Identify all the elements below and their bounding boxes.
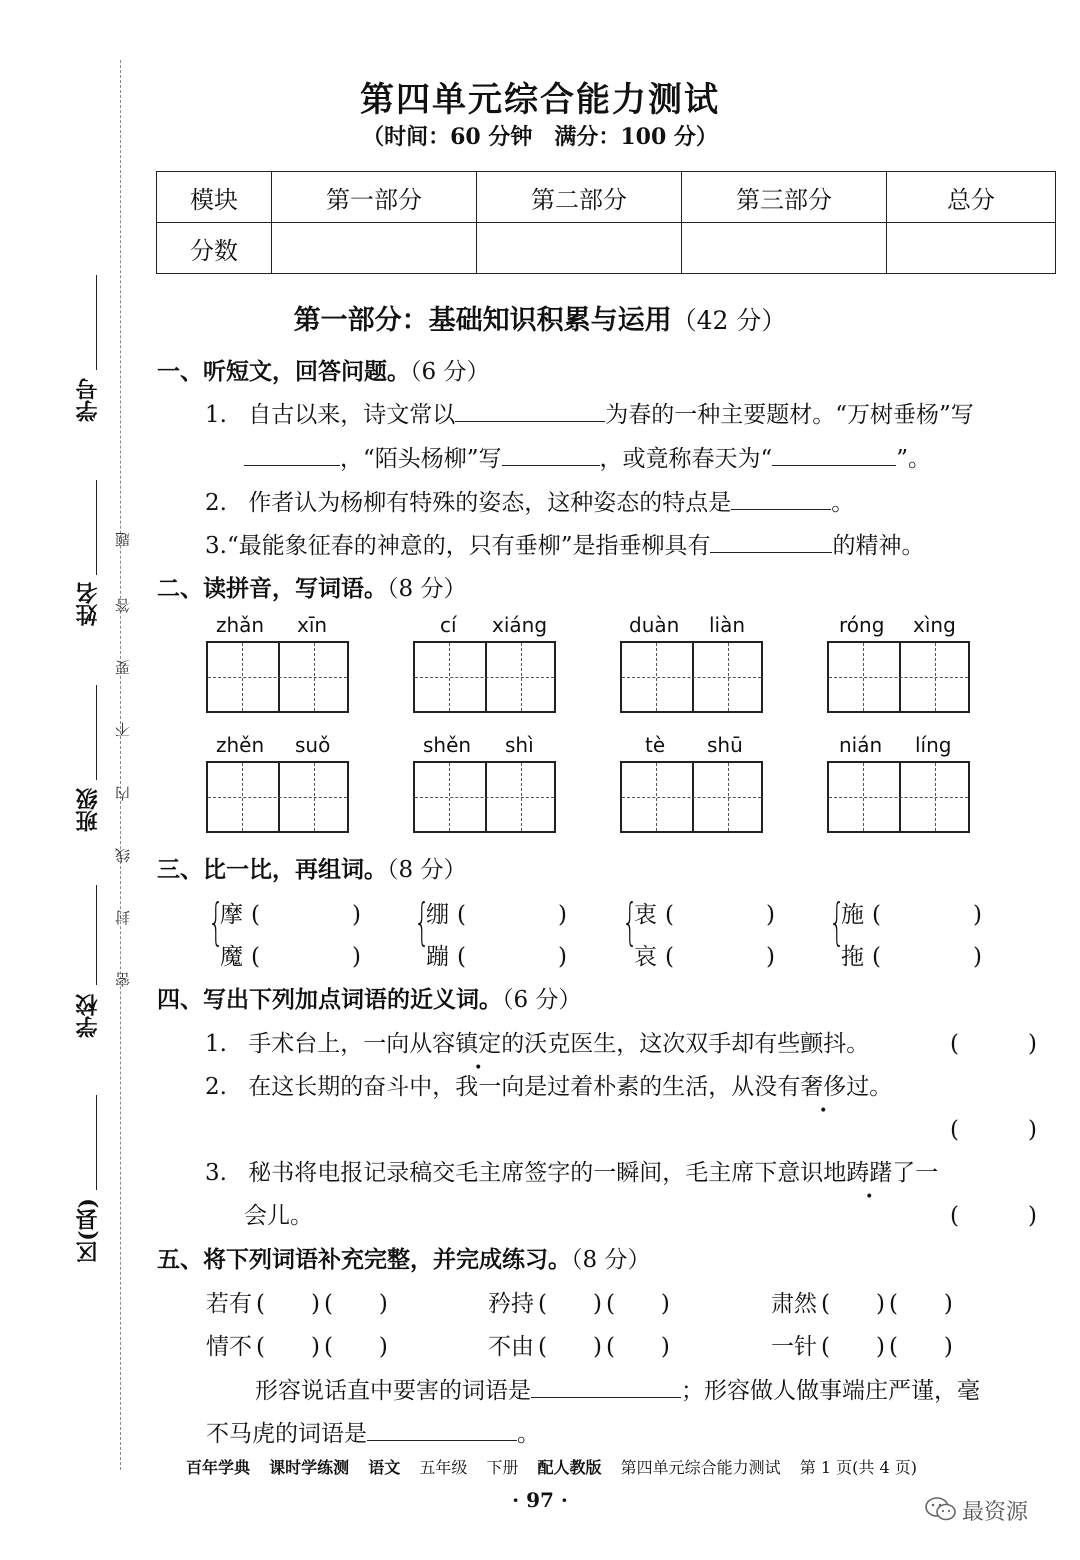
answer-blank[interactable] [731,487,831,510]
s1-question-2 [205,484,854,517]
label-student-id: 学号 [75,378,101,422]
answer-paren[interactable]: ( ) [256,1334,320,1360]
footer-subject: 语文 [368,1458,401,1477]
s5-question-line-2 [206,1415,540,1448]
binding-line [120,60,121,1470]
score-header-cell: 总分 [887,172,1056,223]
pinyin: suǒ [295,733,331,757]
answer-paren[interactable]: ( ) [821,1291,885,1317]
score-table [156,171,1056,274]
seal-char: 不 [114,722,132,737]
idiom-prefix: 一针 [771,1334,817,1360]
answer-blank[interactable] [772,443,896,466]
page-title: 第四单元综合能力测试 [360,80,720,120]
page-subtitle: （时间：60 分钟 满分：100 分） [362,124,718,150]
footer-edition: 配人教版 [537,1458,602,1477]
compare-char: 摩 [220,902,243,928]
question-text: “最能象征春的神意的，只有垂柳”是指垂柳具有 [226,533,711,559]
question-number: 2. [205,1074,227,1100]
pinyin: tè [645,733,666,757]
footer-test-name: 第四单元综合能力测试 [620,1458,781,1477]
question-text: 。 [517,1421,540,1447]
footer-series: 课时学练测 [269,1458,350,1477]
section-heading-text: 一、听短文，回答问题。 [157,359,410,385]
brace-icon: { [621,893,638,951]
label-school: 学校 [75,994,101,1038]
question-number: 3. [205,533,227,559]
compare-pair [841,896,982,929]
section-heading-text: 三、比一比，再组词。 [157,857,387,883]
section-4-heading [157,981,581,1014]
brace-icon: { [828,893,845,951]
compare-pair [634,938,775,971]
question-number: 3. [205,1160,227,1186]
section-heading-text: 五、将下列词语补充完整，并完成练习。 [157,1247,571,1273]
answer-blank[interactable] [367,1418,517,1441]
question-text: 形容说话直中要害的词语是 [255,1378,531,1404]
pinyin: róng [839,613,885,637]
seal-char: 密 [114,972,132,987]
score-header-cell: 第三部分 [682,172,887,223]
compare-char: 哀 [634,944,657,970]
answer-paren[interactable]: ( ) [457,944,567,970]
seal-char: 线 [114,848,132,863]
pinyin: zhǎn [216,613,265,637]
footer-volume: 下册 [486,1458,519,1477]
answer-paren[interactable]: ( ) [538,1334,602,1360]
compare-pair [220,896,361,929]
part-title [0,298,1080,337]
idiom-prefix: 矜持 [488,1291,534,1317]
footer [186,1455,917,1478]
s5-question-line-1 [255,1372,980,1405]
writing-grid[interactable] [827,761,970,833]
s1-question-1-line-1 [205,396,974,429]
question-text: 在这长期的奋斗中，我一向是过着朴素的生活，从没有 [248,1074,801,1100]
idiom-item [488,1285,670,1318]
writing-grid[interactable] [413,641,556,713]
s1-question-1-line-2 [244,440,931,473]
pinyin: zhěn [216,733,265,757]
question-number: 1. [205,1031,227,1057]
idiom-item [206,1285,388,1318]
idiom-prefix: 若有 [206,1291,252,1317]
question-text: 的精神。 [832,533,925,559]
brace-icon: { [207,893,224,951]
compare-pair [426,896,567,929]
answer-paren[interactable]: ( ) [872,902,982,928]
answer-paren[interactable]: ( ) [251,944,361,970]
question-number: 2. [205,490,227,516]
idiom-item [206,1328,388,1361]
writing-grid[interactable] [620,761,763,833]
pinyin: xiáng [492,613,548,637]
score-cell[interactable] [887,223,1056,274]
section-heading-text: 二、读拼音，写词语。 [157,576,387,602]
compare-char: 绷 [426,902,449,928]
question-text: 手术台上，一向从容 [248,1031,456,1057]
compare-char: 衷 [634,902,657,928]
question-text: 为春的一种主要题材。“万树垂杨”写 [605,402,974,428]
pinyin: líng [915,733,952,757]
question-text: 的沃克医生，这次双手却有些颤抖。 [501,1031,870,1057]
idiom-item [488,1328,670,1361]
answer-paren[interactable]: ( ) [323,1334,388,1360]
compare-char: 蹦 [426,944,449,970]
answer-blank[interactable] [531,1375,681,1398]
question-text: 。 [831,490,855,516]
writing-grid[interactable] [413,761,556,833]
pinyin: shū [707,733,743,757]
seal-char: 封 [114,910,132,925]
wechat-icon [925,1496,957,1522]
pinyin: xìng [913,613,956,637]
question-text: 会儿。 [244,1203,313,1229]
question-text: 不马虎的词语是 [206,1421,367,1447]
question-text: 作者认为杨柳有特殊的姿态，这种姿态的特点是 [248,490,732,516]
section-3-heading [157,851,466,884]
section-1-heading [157,353,489,386]
answer-paren[interactable]: ( ) [605,1334,670,1360]
footer-brand: 百年学典 [186,1458,251,1477]
field-class[interactable] [96,685,97,780]
footer-page-info: 第 1 页(共 4 页) [799,1458,917,1477]
seal-char: 要 [114,660,132,675]
writing-grid[interactable] [206,641,349,713]
answer-paren[interactable]: ( ) [323,1291,388,1317]
answer-paren[interactable]: ( ) [888,1291,953,1317]
dotted-word: 踌躇 [846,1160,893,1186]
question-text: ，“陌头杨柳”写 [340,446,502,472]
s4-question-2 [205,1068,892,1101]
compare-char: 施 [841,902,864,928]
score-cell[interactable] [477,223,682,274]
question-text: 了一 [892,1160,939,1186]
answer-blank[interactable] [502,443,600,466]
question-text: 自古以来，诗文常以 [248,402,456,428]
dotted-word: 奢侈 [800,1074,847,1100]
score-row-label: 分数 [157,223,272,274]
compare-char: 拖 [841,944,864,970]
page-number: · 97 · [512,1488,568,1512]
label-class: 班级 [75,788,101,832]
section-5-heading [157,1241,650,1274]
question-text: ”。 [896,446,932,472]
compare-pair [220,938,361,971]
answer-blank[interactable] [244,443,340,466]
part-title-points: （42 分） [671,306,787,335]
s1-question-3 [205,527,924,560]
watermark-text: 最资源 [962,1500,1029,1525]
writing-grid[interactable] [206,761,349,833]
compare-char: 魔 [220,944,243,970]
writing-grid[interactable] [827,641,970,713]
footer-grade: 五年级 [419,1458,468,1477]
section-points: （8 分） [387,857,467,883]
answer-paren[interactable]: ( ) [821,1334,885,1360]
answer-paren[interactable]: ( ) [872,944,982,970]
question-text: ，或竟称春天为“ [599,446,773,472]
compare-pair [634,896,775,929]
question-number: 1. [205,402,227,428]
seal-char: 内 [114,786,132,801]
field-district[interactable] [96,1095,97,1190]
idiom-item [771,1328,953,1361]
label-district: 区(县) [75,1198,101,1263]
writing-grid[interactable] [620,641,763,713]
section-heading-text: 四、写出下列加点词语的近义词。 [157,987,502,1013]
s4-question-3 [205,1154,938,1187]
question-text: ；形容做人做事端庄严谨，毫 [681,1378,980,1404]
section-points: （8 分） [387,576,467,602]
idiom-prefix: 肃然 [771,1291,817,1317]
answer-blank[interactable] [710,530,832,553]
section-2-heading [157,570,466,603]
seal-char: 答 [114,598,132,613]
score-cell[interactable] [272,223,477,274]
answer-paren[interactable]: ( ) [256,1291,320,1317]
answer-blank[interactable] [455,399,605,422]
answer-paren[interactable]: ( ) [950,1117,1037,1143]
answer-paren[interactable]: ( ) [665,902,775,928]
pinyin: duàn [629,613,680,637]
question-text: 过。 [846,1074,893,1100]
answer-paren[interactable]: ( ) [950,1031,1037,1057]
field-school[interactable] [96,885,97,985]
brace-icon: { [413,893,430,951]
pinyin: cí [440,613,457,637]
answer-paren[interactable]: ( ) [605,1291,670,1317]
section-points: （6 分） [502,987,582,1013]
question-text: 秘书将电报记录稿交毛主席签字的一瞬间，毛主席下意识地 [248,1160,847,1186]
section-points: （8 分） [571,1247,651,1273]
dotted-word: 镇定 [455,1031,502,1057]
answer-paren[interactable]: ( ) [950,1203,1037,1229]
pinyin: shì [505,733,534,757]
answer-paren[interactable]: ( ) [538,1291,602,1317]
seal-char: 题 [114,532,132,547]
score-header-cell: 第二部分 [477,172,682,223]
part-title-text: 第一部分：基础知识积累与运用 [293,305,672,336]
label-name: 姓名 [75,582,101,626]
compare-pair [841,938,982,971]
s4-question-1 [205,1025,869,1058]
answer-paren[interactable]: ( ) [888,1334,953,1360]
idiom-item [771,1285,953,1318]
score-cell[interactable] [682,223,887,274]
pinyin: nián [839,733,883,757]
compare-pair [426,938,567,971]
answer-paren[interactable]: ( ) [457,902,567,928]
pinyin: liàn [709,613,746,637]
pinyin: shěn [423,733,472,757]
score-header-cell: 第一部分 [272,172,477,223]
answer-paren[interactable]: ( ) [665,944,775,970]
answer-paren[interactable]: ( ) [251,902,361,928]
section-points: （6 分） [410,359,490,385]
idiom-prefix: 不由 [488,1334,534,1360]
score-header-cell: 模块 [157,172,272,223]
field-name[interactable] [96,480,97,575]
pinyin: xīn [297,613,328,637]
idiom-prefix: 情不 [206,1334,252,1360]
